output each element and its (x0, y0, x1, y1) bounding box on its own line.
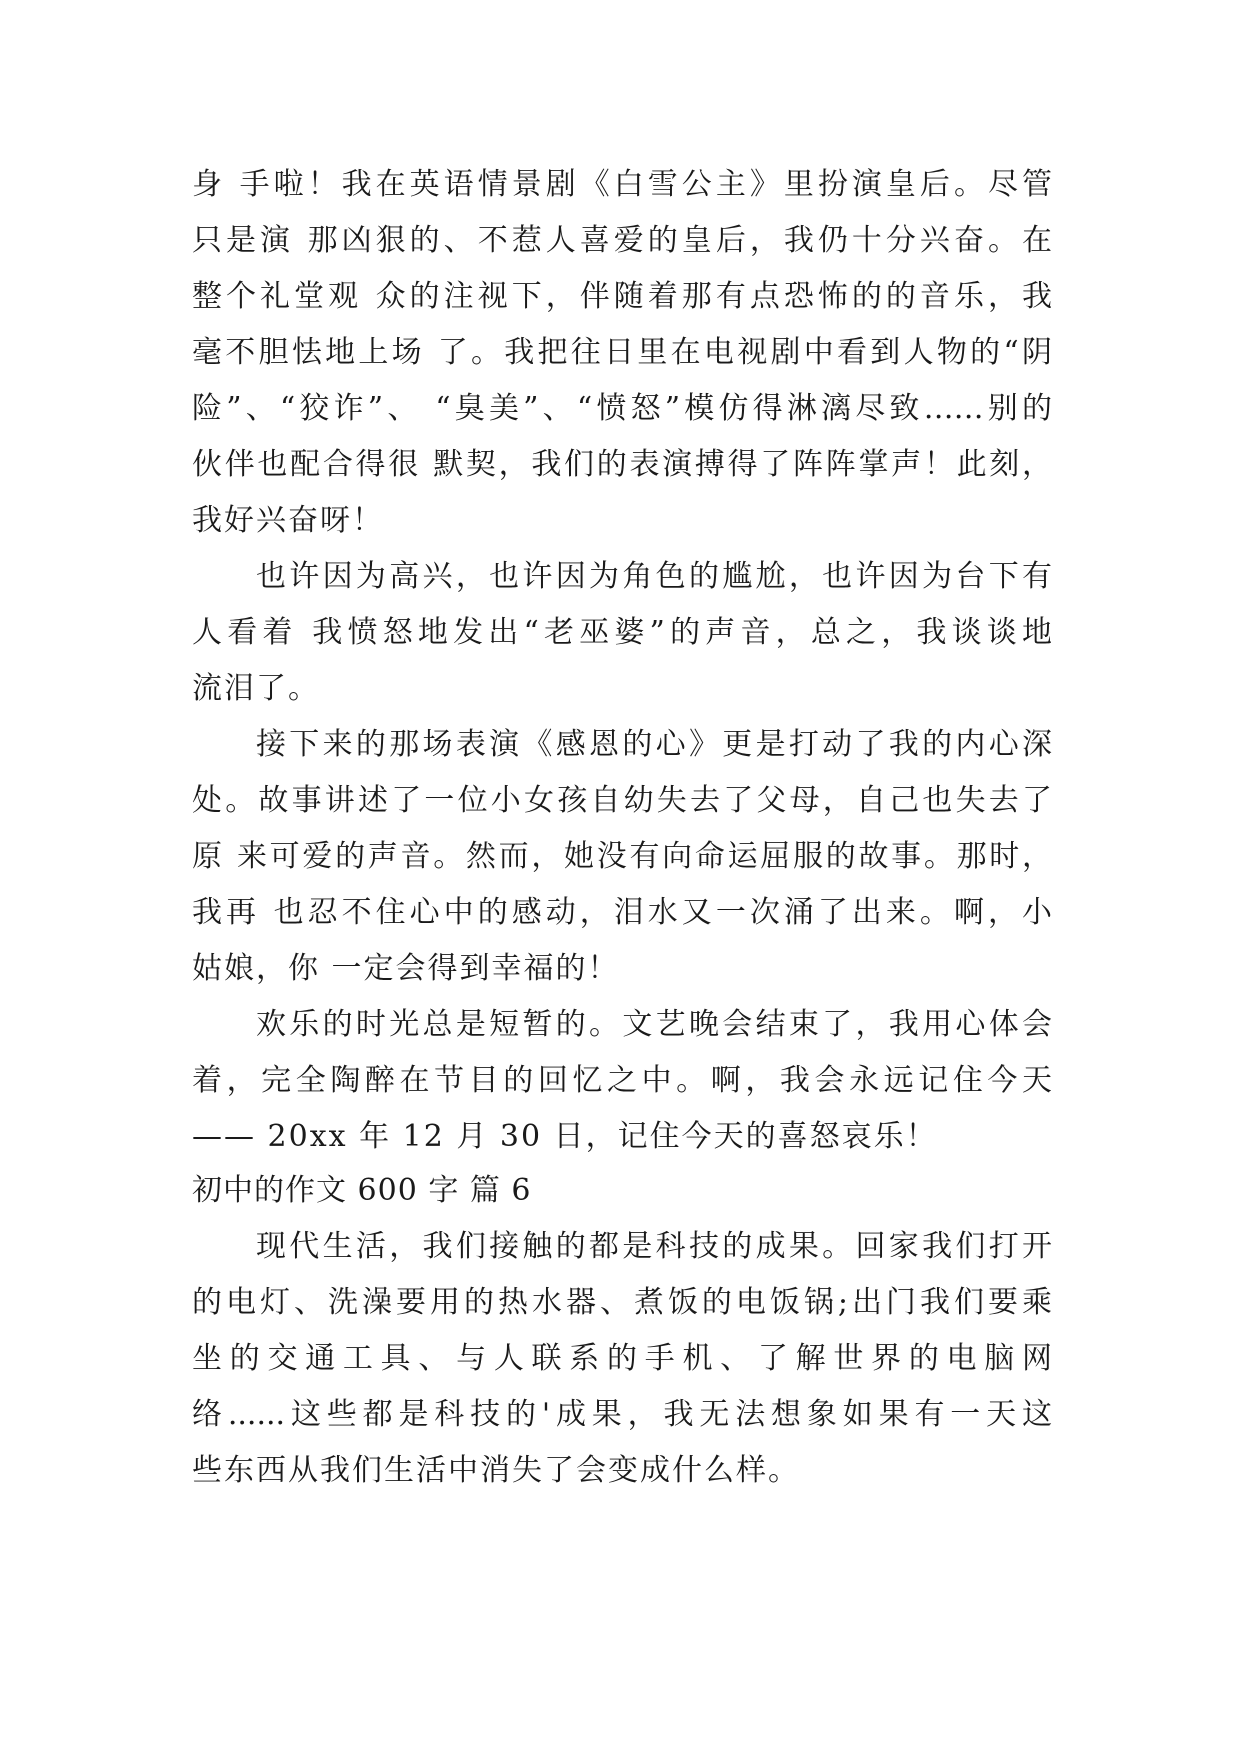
paragraph-start-line: 接下来的那场表演《感恩的心》更是打动了我的内心深 (256, 727, 1052, 762)
text-line: 坐的交通工具、与人联系的手机、了解世界的电脑网 (192, 1341, 1052, 1376)
text-line: 的电灯、洗澡要用的热水器、煮饭的电饭锅;出门我们要乘 (192, 1285, 1052, 1320)
text-line: 人看着 我愤怒地发出“老巫婆”的声音，总之，我谈谈地 (192, 615, 1052, 650)
text-line: 伙伴也配合得很 默契，我们的表演搏得了阵阵掌声！此刻， (192, 447, 1052, 482)
text-line: 整个礼堂观 众的注视下，伴随着那有点恐怖的的音乐，我 (192, 279, 1052, 314)
paragraph-start-line: 现代生活，我们接触的都是科技的成果。回家我们打开 (256, 1229, 1052, 1264)
text-line: 处。故事讲述了一位小女孩自幼失去了父母，自己也失去了 (192, 783, 1052, 818)
text-line: 些东西从我们生活中消失了会变成什么样。 (192, 1453, 800, 1488)
text-line: —— 20xx 年 12 月 30 日，记住今天的喜怒哀乐！ (192, 1119, 938, 1154)
paragraph-start-line: 也许因为高兴，也许因为角色的尴尬，也许因为台下有 (256, 559, 1052, 594)
text-line: 姑娘，你 一定会得到幸福的！ (192, 951, 620, 986)
paragraph-start-line: 欢乐的时光总是短暂的。文艺晚会结束了，我用心体会 (256, 1007, 1052, 1042)
section-heading: 初中的作文 600 字 篇 6 (192, 1173, 532, 1208)
text-line: 毫不胆怯地上场 了。我把往日里在电视剧中看到人物的“阴 (192, 335, 1052, 370)
text-line: 险”、“狡诈”、 “臭美”、“愤怒”模仿得淋漓尽致……别的 (192, 391, 1052, 426)
text-line: 络......这些都是科技的'成果，我无法想象如果有一天这 (192, 1397, 1052, 1432)
text-line: 流泪了。 (192, 671, 320, 706)
text-line: 我好兴奋呀！ (192, 503, 384, 538)
text-line: 只是演 那凶狠的、不惹人喜爱的皇后，我仍十分兴奋。在 (192, 223, 1052, 258)
text-line: 着，完全陶醉在节目的回忆之中。啊，我会永远记住今天 (192, 1063, 1052, 1098)
text-line: 身 手啦！我在英语情景剧《白雪公主》里扮演皇后。尽管 (192, 167, 1052, 202)
text-line: 原 来可爱的声音。然而，她没有向命运屈服的故事。那时， (192, 839, 1052, 874)
text-line: 我再 也忍不住心中的感动，泪水又一次涌了出来。啊，小 (192, 895, 1052, 930)
